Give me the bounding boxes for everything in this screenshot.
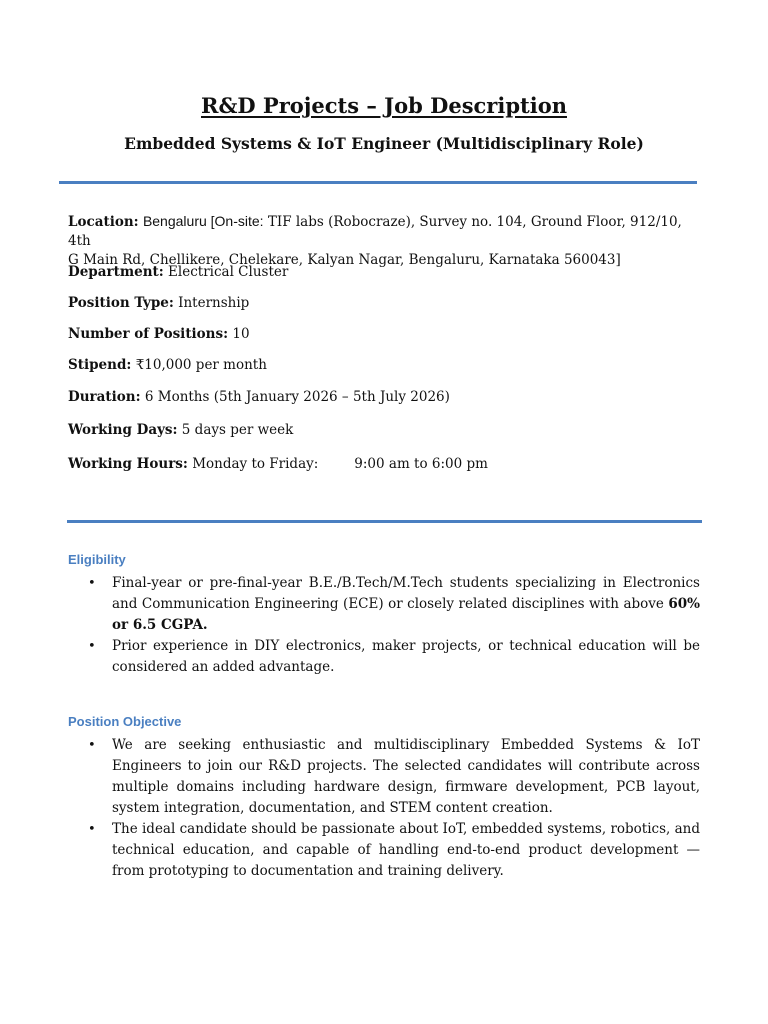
duration-field — [68, 388, 693, 407]
objective-heading: Position Objective — [68, 714, 182, 729]
location-label: Location: — [68, 214, 139, 230]
duration-value: 6 Months (5th January 2026 – 5th July 2026) — [144, 389, 450, 405]
department-label: Department: — [68, 264, 164, 280]
position-type-value: Internship — [178, 295, 250, 311]
location-address-line1: TIF labs (Robocraze), Survey no. 104, Ground Floor, 912/10, 4th — [68, 214, 682, 249]
location-field — [68, 212, 693, 270]
eligibility-item-emphasis: 60% or 6.5 CGPA. — [112, 596, 700, 633]
location-city: Bengaluru [On-site: — [142, 213, 264, 229]
list-item — [88, 735, 700, 819]
working-hours-field — [68, 455, 693, 474]
stipend-value: ₹10,000 per month — [135, 357, 267, 373]
bullet-icon: • — [88, 738, 96, 753]
positions-value: 10 — [232, 326, 250, 342]
working-days-value: 5 days per week — [181, 422, 294, 438]
position-type-label: Position Type: — [68, 295, 174, 311]
working-hours-days: Monday to Friday: — [192, 456, 319, 472]
eligibility-item-text: Prior experience in DIY electronics, maker projects, or technical education will be considered an added advantage. — [112, 638, 700, 675]
list-item — [88, 819, 700, 882]
objective-item-text: We are seeking enthusiastic and multidisciplinary Embedded Systems & IoT Engineers to join our R&D projects. The selected candidates will contribute across multiple domains including hardware design, firmware development, PCB layout, system integration, documentation, and STEM content creation. — [112, 737, 700, 816]
objective-item-text: The ideal candidate should be passionate about IoT, embedded systems, robotics, and technical education, and capable of handling end-to-end product development — from prototyping to documentation and training delivery. — [112, 821, 700, 879]
department-field — [68, 263, 693, 282]
middle-divider — [67, 520, 702, 523]
duration-label: Duration: — [68, 389, 141, 405]
stipend-field — [68, 356, 693, 375]
stipend-label: Stipend: — [68, 357, 132, 373]
working-days-field — [68, 421, 693, 440]
bullet-icon: • — [88, 576, 96, 591]
department-value: Electrical Cluster — [168, 264, 289, 280]
list-item — [88, 573, 700, 636]
working-hours-label: Working Hours: — [68, 456, 188, 472]
bullet-icon: • — [88, 822, 96, 837]
location-address-line2: G Main Rd, Chellikere, Chelekare, Kalyan Nagar, Bengaluru, Karnataka 560043] — [68, 252, 621, 268]
positions-label: Number of Positions: — [68, 326, 229, 342]
eligibility-item-text: Final-year or pre-final-year B.E./B.Tech/M.Tech students specializing in Electronics and Communication Engineering (ECE) or closely related disciplines with above — [112, 575, 700, 612]
bullet-icon: • — [88, 639, 96, 654]
objective-list — [88, 735, 700, 882]
working-days-label: Working Days: — [68, 422, 178, 438]
document-title: R&D Projects – Job Description — [201, 93, 567, 118]
eligibility-list — [88, 573, 700, 678]
working-hours-time: 9:00 am to 6:00 pm — [354, 456, 488, 472]
eligibility-heading: Eligibility — [68, 552, 126, 567]
list-item — [88, 636, 700, 678]
top-divider — [59, 181, 697, 184]
document-subtitle: Embedded Systems & IoT Engineer (Multidisciplinary Role) — [124, 134, 644, 153]
position-type-field — [68, 294, 693, 313]
positions-field — [68, 325, 693, 344]
